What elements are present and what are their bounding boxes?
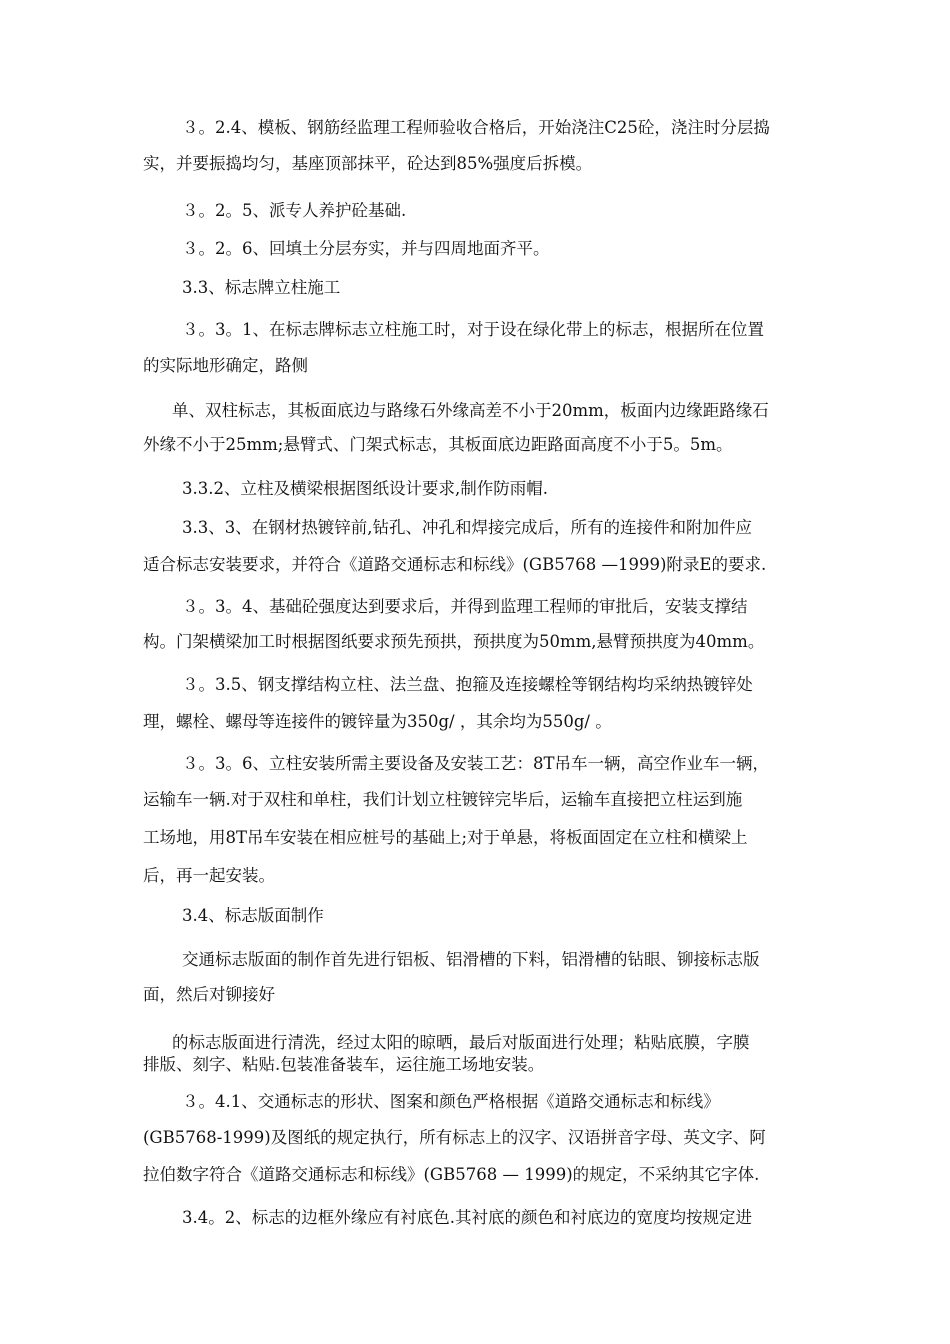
- paragraph-3-4-1-line-1: ３。4.1、交通标志的形状、图案和颜色严格根据《道路交通标志和标线》: [182, 1092, 720, 1111]
- paragraph-3-2-6: ３。2。6、回填土分层夯实，并与四周地面齐平。: [182, 239, 550, 258]
- paragraph-3-3-1-line-2: 的实际地形确定，路侧: [143, 356, 308, 375]
- paragraph-3-3-6-line-4: 后，再一起安装。: [143, 866, 275, 885]
- paragraph-3-2-4-line-2: 实，并要振捣均匀，基座顶部抹平，砼达到85%强度后拆模。: [143, 154, 593, 173]
- heading-3-4: 3.4、标志版面制作: [182, 906, 324, 925]
- paragraph-3-4-1-line-3: 拉伯数字符合《道路交通标志和标线》(GB5768 — 1999)的规定，不采纳其它字体.: [143, 1165, 760, 1184]
- paragraph-3-3-4-line-2: 构。门架横梁加工时根据图纸要求预先预拱，预拱度为50mm,悬臂预拱度为40mm。: [143, 632, 765, 651]
- paragraph-3-4-line-1: 交通标志版面的制作首先进行铝板、铝滑槽的下料，铝滑槽的钻眼、铆接标志版: [182, 950, 760, 969]
- paragraph-3-2-5: ３。2。5、派专人养护砼基础.: [182, 201, 407, 220]
- paragraph-3-3-4-line-1: ３。3。4、基础砼强度达到要求后，并得到监理工程师的审批后，安装支撑结: [182, 597, 748, 616]
- paragraph-3-4-line-4: 排版、刻字、粘贴.包装准备装车，运往施工场地安装。: [143, 1055, 545, 1074]
- paragraph-3-3-3-line-2: 适合标志安装要求，并符合《道路交通标志和标线》(GB5768 —1999)附录E的要求.: [143, 555, 767, 574]
- paragraph-3-3-6-line-2: 运输车一辆.对于双柱和单柱，我们计划立柱镀锌完毕后，运输车直接把立柱运到施: [143, 790, 743, 809]
- paragraph-3-3-5-line-2: 理，螺栓、螺母等连接件的镀锌量为350g/ ，其余均为550g/ 。: [143, 712, 612, 731]
- paragraph-3-3-6-line-3: 工场地，用8T吊车安装在相应桩号的基础上;对于单悬，将板面固定在立柱和横梁上: [143, 828, 748, 847]
- paragraph-3-3-1-line-4: 外缘不小于25mm;悬臂式、门架式标志，其板面底边距路面高度不小于5。5m。: [143, 435, 733, 454]
- paragraph-3-3-2: 3.3.2、立柱及横梁根据图纸设计要求,制作防雨帽.: [182, 479, 548, 498]
- paragraph-3-3-1-line-3: 单、双柱标志，其板面底边与路缘石外缘高差不小于20mm，板面内边缘距路缘石: [172, 401, 769, 420]
- paragraph-3-4-2-line-1: 3.4。2、标志的边框外缘应有衬底色.其衬底的颜色和衬底边的宽度均按规定进: [182, 1208, 752, 1227]
- paragraph-3-3-1-line-1: ３。3。1、在标志牌标志立柱施工时，对于设在绿化带上的标志，根据所在位置: [182, 320, 764, 339]
- paragraph-3-4-line-2: 面，然后对铆接好: [143, 985, 275, 1004]
- paragraph-3-3-6-line-1: ３。3。6、立柱安装所需主要设备及安装工艺：8T吊车一辆，高空作业车一辆，: [182, 754, 769, 773]
- paragraph-3-3-5-line-1: ３。3.5、钢支撑结构立柱、法兰盘、抱箍及连接螺栓等钢结构均采纳热镀锌处: [182, 675, 753, 694]
- paragraph-3-2-4-line-1: ３。2.4、模板、钢筋经监理工程师验收合格后，开始浇注C25砼，浇注时分层捣: [182, 118, 770, 137]
- paragraph-3-4-1-line-2: (GB5768-1999)及图纸的规定执行，所有标志上的汉字、汉语拼音字母、英文字、阿: [143, 1128, 766, 1147]
- paragraph-3-4-line-3: 的标志版面进行清洗，经过太阳的晾晒，最后对版面进行处理；粘贴底膜，字膜: [172, 1033, 750, 1052]
- paragraph-3-3-3-line-1: 3.3、3、在钢材热镀锌前,钻孔、冲孔和焊接完成后，所有的连接件和附加件应: [182, 518, 752, 537]
- heading-3-3: 3.3、标志牌立柱施工: [182, 278, 341, 297]
